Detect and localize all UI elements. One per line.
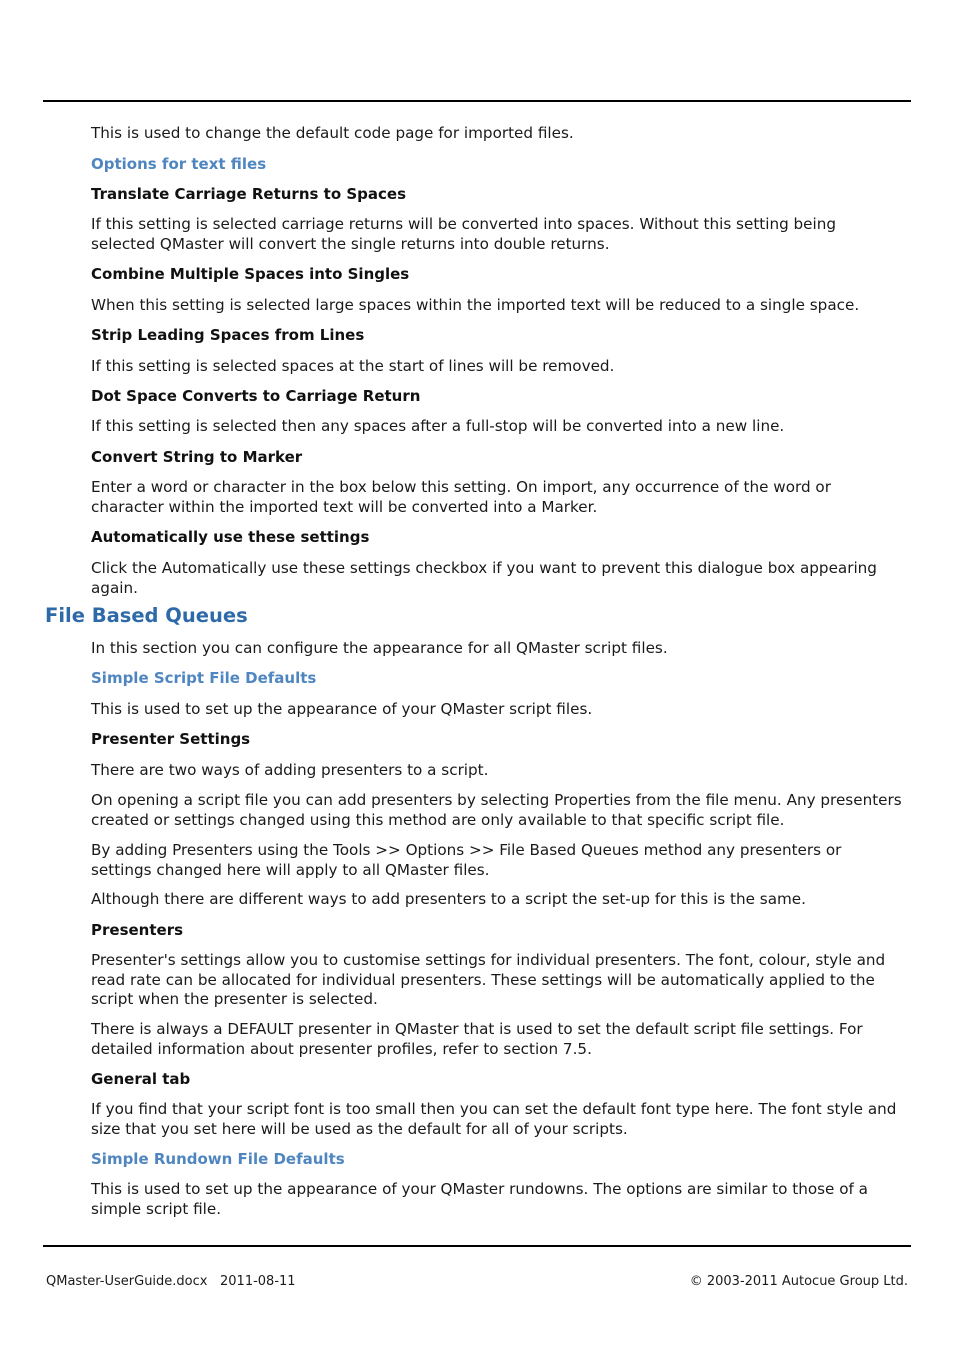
footer-rule [43, 1245, 911, 1247]
paragraph: If this setting is selected spaces at the start of lines will be removed. [91, 357, 615, 375]
setting-heading: Presenter Settings [91, 730, 251, 748]
setting-heading: Dot Space Converts to Carriage Return [91, 387, 421, 405]
subsection-heading: Options for text files [91, 155, 267, 173]
setting-heading: Automatically use these settings [91, 528, 370, 546]
footer-filename: QMaster-UserGuide.docx [46, 1274, 208, 1289]
paragraph: Although there are different ways to add presenters to a script the set-up for this is the same. [91, 890, 806, 908]
footer-date: 2011-08-11 [220, 1274, 296, 1289]
paragraph: There is always a DEFAULT presenter in QMaster that is used to set the default script file settings. For detailed information about presenter profiles, refer to section 7.5. [91, 1020, 863, 1058]
paragraph: In this section you can configure the appearance for all QMaster script files. [91, 639, 668, 657]
paragraph: If you find that your script font is too small then you can set the default font type here. The font style and size that you set here will be used as the default for all of your scripts. [91, 1100, 897, 1138]
paragraph: This is used to change the default code page for imported files. [91, 124, 574, 142]
setting-heading: General tab [91, 1070, 191, 1088]
paragraph: On opening a script file you can add presenters by selecting Properties from the file menu. Any presenters created or settings changed using this method are only available to that specific script file. [91, 791, 902, 829]
section-heading: File Based Queues [45, 604, 248, 627]
header-rule [43, 100, 911, 102]
paragraph: Click the Automatically use these settings checkbox if you want to prevent this dialogue box appearing again. [91, 559, 877, 597]
paragraph: Enter a word or character in the box below this setting. On import, any occurrence of the word or character within the imported text will be converted into a Marker. [91, 478, 831, 516]
setting-heading: Translate Carriage Returns to Spaces [91, 185, 407, 203]
paragraph: Presenter's settings allow you to customise settings for individual presenters. The font, colour, style and read rate can be allocated for individual presenters. These settings will be automatically applied to the script when the presenter is selected. [91, 951, 886, 1009]
subsection-heading: Simple Rundown File Defaults [91, 1150, 345, 1168]
footer-copyright: © 2003-2011 Autocue Group Ltd. [689, 1274, 908, 1289]
subsection-heading: Simple Script File Defaults [91, 669, 317, 687]
setting-heading: Presenters [91, 921, 184, 939]
paragraph: This is used to set up the appearance of your QMaster rundowns. The options are similar to those of a simple script file. [91, 1180, 868, 1218]
paragraph: By adding Presenters using the Tools >> Options >> File Based Queues method any presenters or settings changed here will apply to all QMaster files. [91, 841, 842, 879]
paragraph: There are two ways of adding presenters to a script. [91, 761, 489, 779]
setting-heading: Combine Multiple Spaces into Singles [91, 265, 410, 283]
setting-heading: Strip Leading Spaces from Lines [91, 326, 365, 344]
paragraph: This is used to set up the appearance of your QMaster script files. [91, 700, 593, 718]
paragraph: If this setting is selected then any spaces after a full-stop will be converted into a new line. [91, 417, 785, 435]
paragraph: When this setting is selected large spaces within the imported text will be reduced to a single space. [91, 296, 860, 314]
paragraph: If this setting is selected carriage returns will be converted into spaces. Without this setting being selected QMaster will convert the single returns into double returns. [91, 215, 837, 253]
setting-heading: Convert String to Marker [91, 448, 303, 466]
